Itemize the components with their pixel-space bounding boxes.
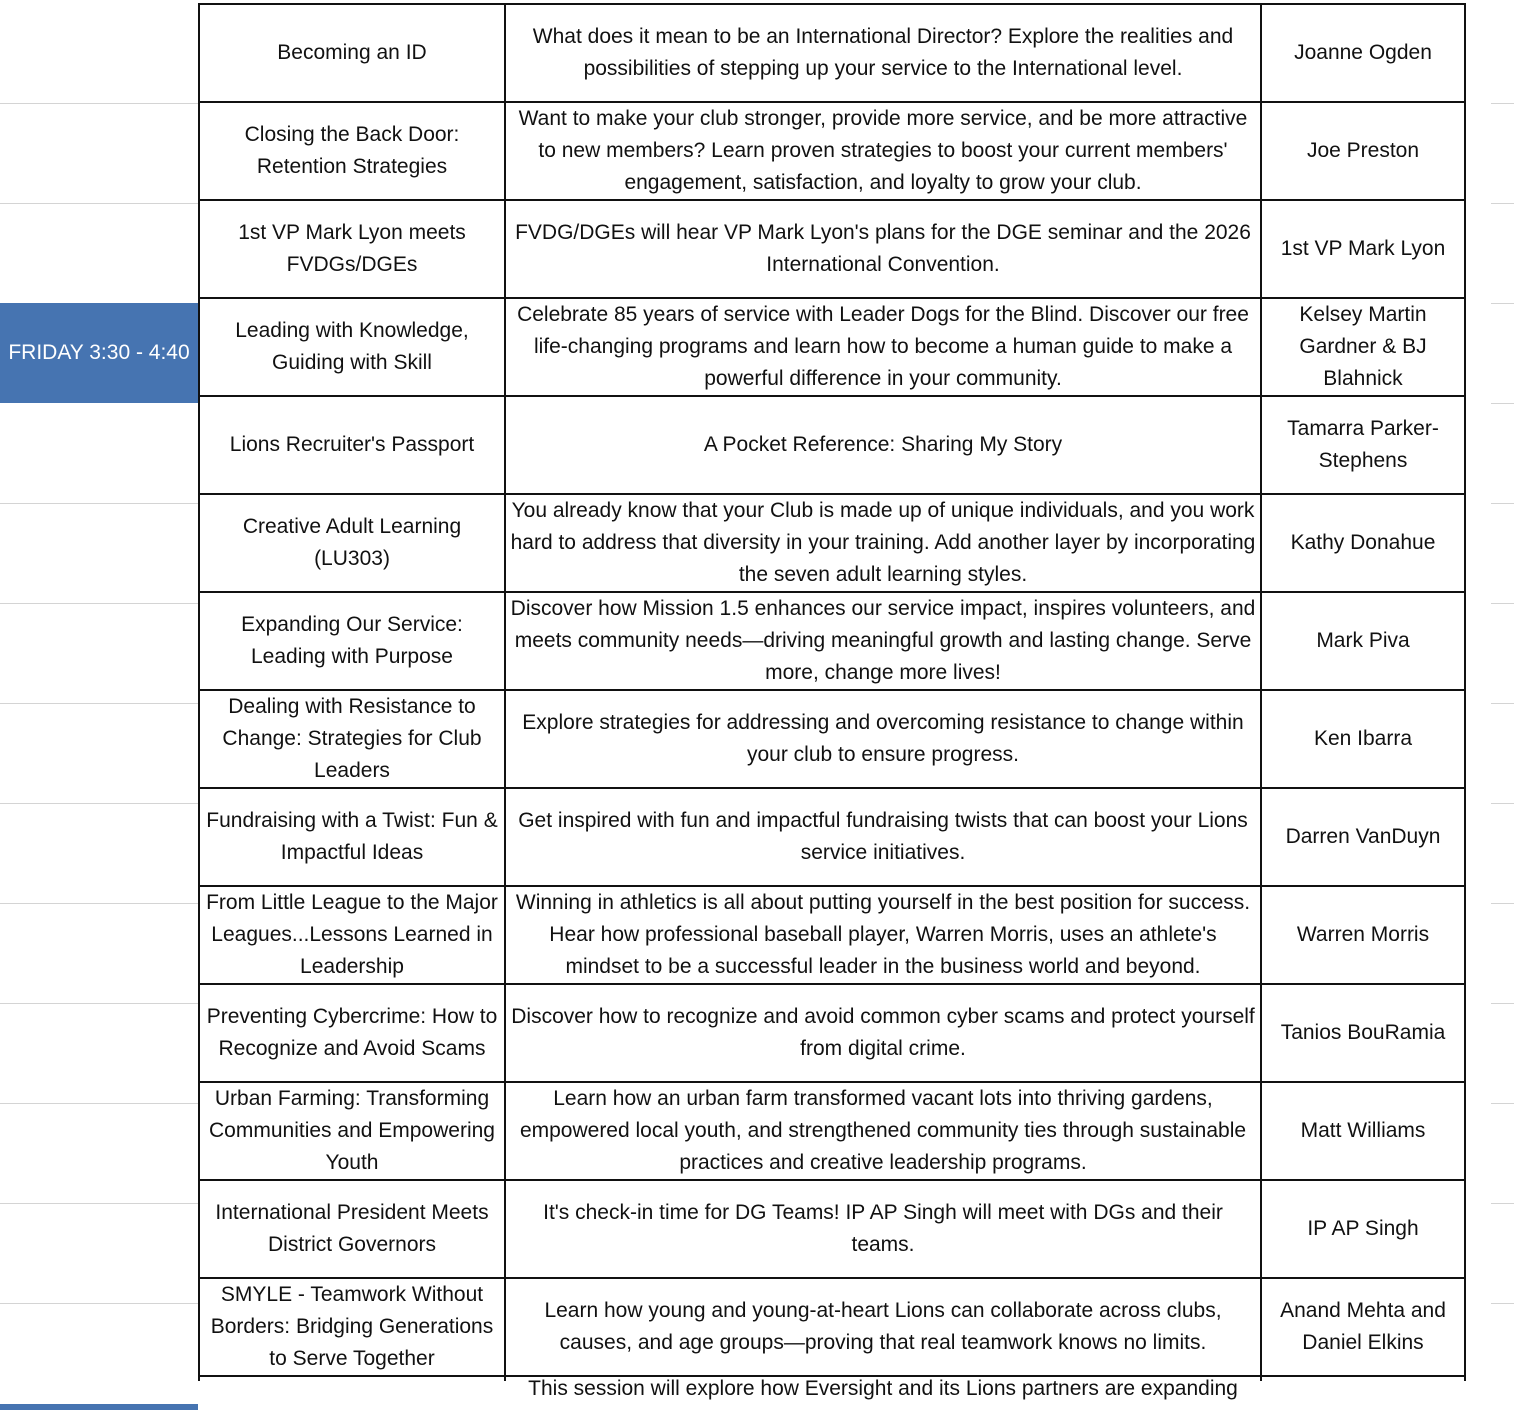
session-title: SMYLE - Teamwork Without Borders: Bridging Generations to Serve Together — [210, 1283, 494, 1370]
session-speaker: Matt Williams — [1300, 1119, 1426, 1142]
session-speaker-cell[interactable] — [1261, 788, 1465, 886]
session-description-cell[interactable] — [505, 396, 1261, 494]
session-description-cell[interactable] — [505, 4, 1261, 102]
session-title-cell[interactable] — [199, 788, 505, 886]
table-row — [199, 1082, 1465, 1180]
session-description: It's check-in time for DG Teams! IP AP Singh will meet with DGs and their teams. — [543, 1201, 1223, 1256]
session-title-cell[interactable] — [199, 984, 505, 1082]
row-gridline — [1491, 803, 1514, 804]
session-title-cell[interactable] — [199, 886, 505, 984]
session-speaker: Kathy Donahue — [1290, 531, 1436, 554]
session-speaker-cell[interactable] — [1261, 494, 1465, 592]
session-title: 1st VP Mark Lyon meets FVDGs/DGEs — [238, 221, 466, 276]
session-description-cell[interactable] — [505, 494, 1261, 592]
row-gridline — [1491, 303, 1514, 304]
session-description-cell[interactable] — [505, 1376, 1261, 1400]
session-title: Lions Recruiter's Passport — [229, 433, 475, 456]
session-description: Get inspired with fun and impactful fundraising twists that can boost your Lions service initiatives. — [518, 809, 1248, 864]
session-speaker: Anand Mehta and Daniel Elkins — [1280, 1299, 1446, 1354]
session-speaker-cell[interactable] — [1261, 1082, 1465, 1180]
session-speaker: Tanios BouRamia — [1280, 1021, 1446, 1044]
time-slot-label: FRIDAY 3:30 - 4:40 — [8, 341, 190, 364]
session-description-cell[interactable] — [505, 886, 1261, 984]
session-rows — [199, 4, 1465, 1400]
session-speaker-cell[interactable] — [1261, 396, 1465, 494]
row-gridline — [1491, 703, 1514, 704]
session-speaker-cell[interactable] — [1261, 1278, 1465, 1376]
row-gridline — [0, 603, 198, 604]
session-description-cell[interactable] — [505, 984, 1261, 1082]
table-row — [199, 886, 1465, 984]
session-description: Discover how to recognize and avoid common cyber scams and protect yourself from digital crime. — [511, 1005, 1255, 1060]
time-slot-cell[interactable] — [0, 303, 198, 403]
session-speaker: Ken Ibarra — [1313, 727, 1413, 750]
table-row — [199, 788, 1465, 886]
session-title: Preventing Cybercrime: How to Recognize and Avoid Scams — [206, 1005, 498, 1060]
table-row — [199, 592, 1465, 690]
session-speaker: Mark Piva — [1316, 629, 1410, 652]
row-gridline — [0, 1003, 198, 1004]
session-title-cell[interactable] — [199, 592, 505, 690]
session-description: A Pocket Reference: Sharing My Story — [703, 433, 1063, 456]
row-gridline — [0, 1203, 198, 1204]
table-row — [199, 984, 1465, 1082]
session-description: Discover how Mission 1.5 enhances our service impact, inspires volunteers, and meets community needs—driving meaningful growth and lasting change. Serve more, change more lives! — [510, 597, 1256, 684]
session-description-cell[interactable] — [505, 1082, 1261, 1180]
session-schedule-table — [198, 3, 1466, 1400]
session-speaker-cell[interactable] — [1261, 690, 1465, 788]
session-description-cell[interactable] — [505, 1278, 1261, 1376]
session-speaker-cell[interactable] — [1261, 4, 1465, 102]
table-row — [199, 4, 1465, 102]
session-title-cell[interactable] — [199, 1082, 505, 1180]
session-description: You already know that your Club is made up of unique individuals, and you work hard to address that diversity in your training. Add another layer by incorporating the seven adult learning styles. — [510, 499, 1256, 586]
row-gridline — [1491, 403, 1514, 404]
session-title-cell[interactable] — [199, 1278, 505, 1376]
session-description: This session will explore how Eversight and its Lions partners are expanding — [528, 1377, 1238, 1400]
row-gridline — [0, 903, 198, 904]
session-speaker-cell[interactable] — [1261, 298, 1465, 396]
session-description: Learn how young and young-at-heart Lions can collaborate across clubs, causes, and age groups—proving that real teamwork knows no limits. — [544, 1299, 1222, 1354]
session-speaker: 1st VP Mark Lyon — [1280, 237, 1446, 260]
row-gridline — [0, 1103, 198, 1104]
session-description: What does it mean to be an International Director? Explore the realities and possibilities of stepping up your service to the International level. — [532, 25, 1234, 80]
session-speaker: Joe Preston — [1306, 139, 1420, 162]
session-speaker-cell[interactable] — [1261, 1376, 1465, 1381]
row-gridline — [1491, 1003, 1514, 1004]
session-description: Learn how an urban farm transformed vacant lots into thriving gardens, empowered local youth, and strengthened community ties through sustainable practices and creative leadership programs. — [519, 1087, 1247, 1174]
table-row — [199, 1278, 1465, 1376]
session-title-cell[interactable] — [199, 396, 505, 494]
row-gridline — [0, 503, 198, 504]
next-time-slot-cell[interactable] — [0, 1404, 198, 1410]
row-gridline — [0, 203, 198, 204]
row-gridline — [0, 703, 198, 704]
session-speaker: IP AP Singh — [1307, 1217, 1419, 1240]
session-speaker: Darren VanDuyn — [1285, 825, 1441, 848]
session-description: Explore strategies for addressing and overcoming resistance to change within your club to ensure progress. — [522, 711, 1244, 766]
table-row — [199, 690, 1465, 788]
session-description: Winning in athletics is all about putting yourself in the best position for success. Hear how professional baseball player, Warren Morris, uses an athlete's mindset to be a successful leader in the business world and beyond. — [515, 891, 1251, 978]
row-gridline — [0, 803, 198, 804]
session-title: Becoming an ID — [277, 41, 427, 64]
table-row — [199, 200, 1465, 298]
session-title: Dealing with Resistance to Change: Strategies for Club Leaders — [222, 695, 482, 782]
session-speaker: Warren Morris — [1296, 923, 1430, 946]
session-speaker: Joanne Ogden — [1294, 41, 1432, 64]
session-speaker-cell[interactable] — [1261, 1180, 1465, 1278]
session-title: Urban Farming: Transforming Communities and Empowering Youth — [209, 1087, 495, 1174]
session-description-cell[interactable] — [505, 788, 1261, 886]
session-title-cell[interactable] — [199, 298, 505, 396]
row-gridline — [1491, 603, 1514, 604]
session-title-cell[interactable] — [199, 690, 505, 788]
row-gridline — [1491, 103, 1514, 104]
session-speaker-cell[interactable] — [1261, 592, 1465, 690]
table-row — [199, 396, 1465, 494]
session-description: Want to make your club stronger, provide more service, and be more attractive to new members? Learn proven strategies to boost your current members' engagement, satisfaction, and loyalty to grow your club. — [518, 107, 1248, 194]
session-description-cell[interactable] — [505, 200, 1261, 298]
session-description: FVDG/DGEs will hear VP Mark Lyon's plans for the DGE seminar and the 2026 International Convention. — [515, 221, 1251, 276]
session-title-cell[interactable] — [199, 200, 505, 298]
table-row — [199, 494, 1465, 592]
row-gridline — [0, 1303, 198, 1304]
session-title: International President Meets District Governors — [215, 1201, 489, 1256]
session-title: Creative Adult Learning (LU303) — [242, 515, 462, 570]
session-speaker-cell[interactable] — [1261, 102, 1465, 200]
session-title-cell[interactable] — [199, 494, 505, 592]
session-description-cell[interactable] — [505, 102, 1261, 200]
session-title: Closing the Back Door: Retention Strategies — [244, 123, 460, 178]
session-description-cell[interactable] — [505, 298, 1261, 396]
session-speaker: Kelsey Martin Gardner & BJ Blahnick — [1299, 303, 1427, 390]
session-title: Expanding Our Service: Leading with Purpose — [241, 613, 463, 668]
table-row — [199, 298, 1465, 396]
session-speaker-cell[interactable] — [1261, 984, 1465, 1082]
session-speaker-cell[interactable] — [1261, 200, 1465, 298]
session-title-cell[interactable] — [199, 102, 505, 200]
session-title-cell[interactable] — [199, 1180, 505, 1278]
row-gridline — [1491, 903, 1514, 904]
row-gridline — [1491, 1103, 1514, 1104]
session-speaker: Tamarra Parker-Stephens — [1287, 417, 1439, 472]
table-row — [199, 1180, 1465, 1278]
session-title-cell[interactable] — [199, 4, 505, 102]
session-title: Fundraising with a Twist: Fun & Impactful Ideas — [206, 809, 498, 864]
row-gridline — [1491, 203, 1514, 204]
session-description: Celebrate 85 years of service with Leader Dogs for the Blind. Discover our free life-changing programs and learn how to become a human guide to make a powerful difference in your community. — [517, 303, 1249, 390]
session-title: Leading with Knowledge, Guiding with Skill — [235, 319, 469, 374]
session-description-cell[interactable] — [505, 1180, 1261, 1278]
table-row — [199, 102, 1465, 200]
row-gridline — [1491, 1203, 1514, 1204]
session-title: From Little League to the Major Leagues...Lessons Learned in Leadership — [206, 891, 498, 978]
row-gridline — [1491, 1303, 1514, 1304]
row-gridline — [1491, 503, 1514, 504]
table-row — [199, 1376, 1465, 1381]
session-speaker-cell[interactable] — [1261, 886, 1465, 984]
session-description-cell[interactable] — [505, 592, 1261, 690]
row-gridline — [0, 103, 198, 104]
session-description-cell[interactable] — [505, 690, 1261, 788]
session-title-cell[interactable] — [199, 1376, 505, 1381]
